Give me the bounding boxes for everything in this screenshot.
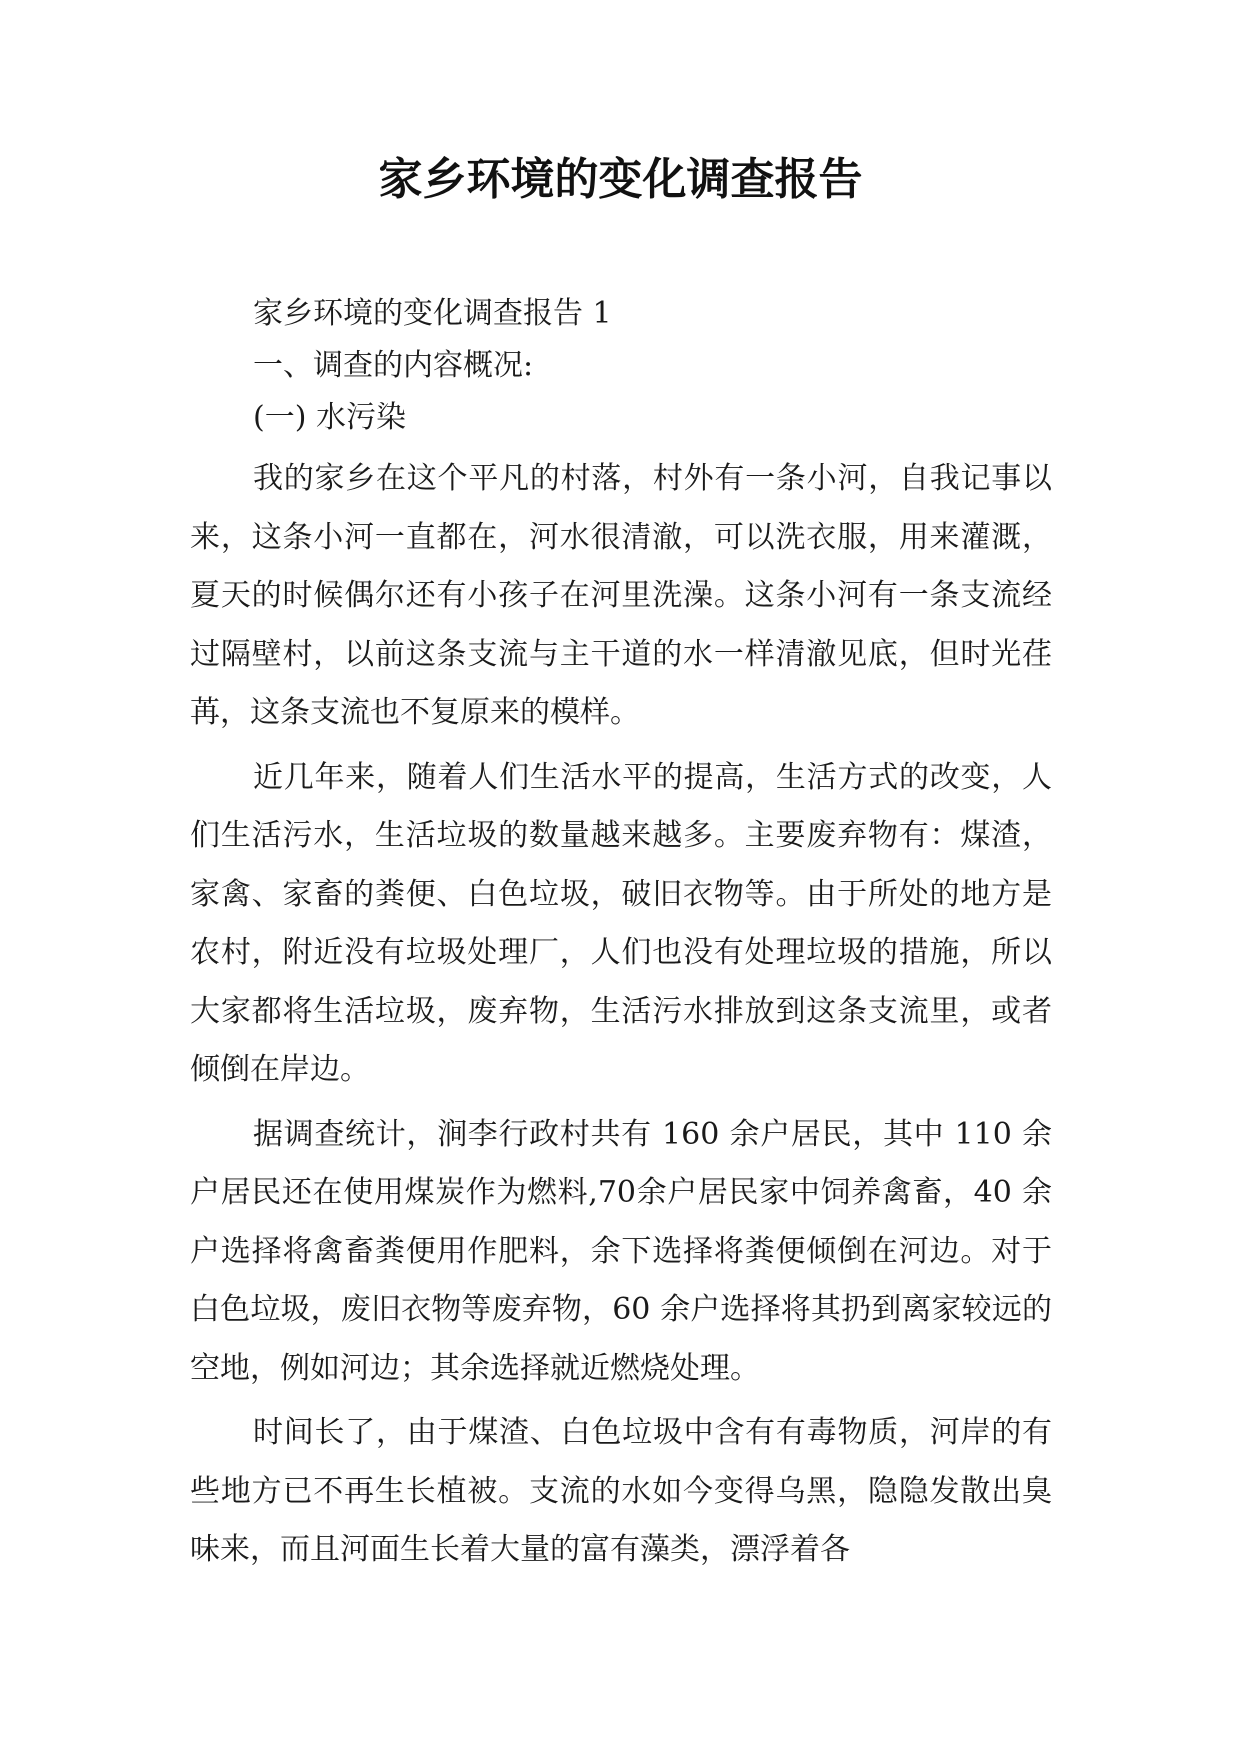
document-title: 家乡环境的变化调查报告 xyxy=(378,154,863,205)
paragraph-4: 时间长了，由于煤渣、白色垃圾中含有有毒物质，河岸的有些地方已不再生长植被。支流的水如今变得乌黑，隐隐发散出臭味来，而且河面生长着大量的富有藻类，漂浮着各 xyxy=(190,1415,1052,1567)
document-body xyxy=(190,288,1052,1580)
paragraph-2: 近几年来，随着人们生活水平的提高，生活方式的改变，人们生活污水，生活垃圾的数量越来越多。主要废弃物有：煤渣，家禽、家畜的粪便、白色垃圾，破旧衣物等。由于所处的地方是农村，附近没有垃圾处理厂，人们也没有处理垃圾的措施，所以大家都将生活垃圾，废弃物，生活污水排放到这条支流里，或者倾倒在岸边。 xyxy=(190,759,1052,1087)
paragraph-3: 据调查统计，涧李行政村共有 160 余户居民，其中 110 余户居民还在使用煤炭作为燃料,70余户居民家中饲养禽畜，40 余户选择将禽畜粪便用作肥料，余下选择将粪便倾倒在河边。对于白色垃圾，废旧衣物等废弃物，60 余户选择将其扔到离家较远的空地，例如河边；其余选择就近燃烧处理。 xyxy=(190,1116,1052,1386)
paragraph-1: 我的家乡在这个平凡的村落，村外有一条小河，自我记事以来，这条小河一直都在，河水很清澈，可以洗衣服，用来灌溉，夏天的时候偶尔还有小孩子在河里洗澡。这条小河有一条支流经过隔壁村，以前这条支流与主干道的水一样清澈见底，但时光荏苒，这条支流也不复原来的模样。 xyxy=(190,461,1052,730)
heading-overview: 一、调查的内容概况: xyxy=(253,348,534,383)
section-title: 家乡环境的变化调查报告 1 xyxy=(253,296,612,331)
heading-water-pollution: (一) 水污染 xyxy=(253,400,406,435)
